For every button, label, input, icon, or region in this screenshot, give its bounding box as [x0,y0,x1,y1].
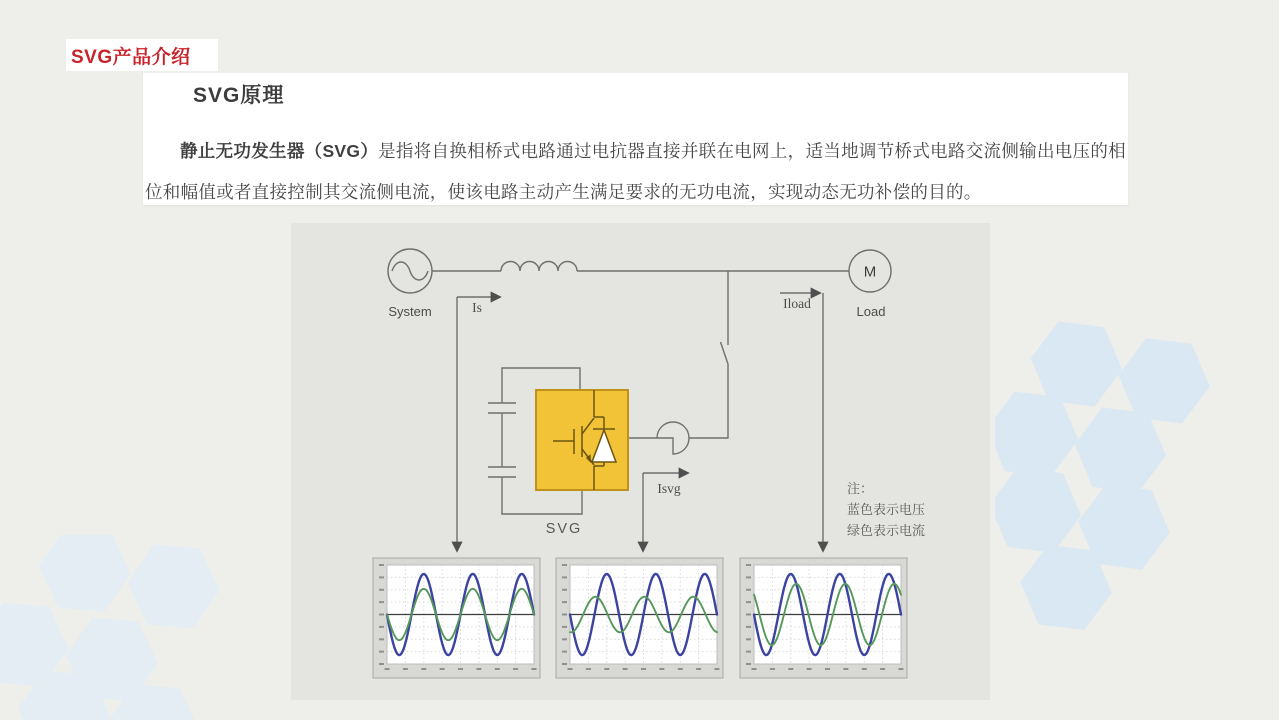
wire [689,364,728,438]
color-legend-note [847,478,925,541]
circuit-diagram [291,223,990,700]
system-label: System [388,304,432,319]
dc-capacitor-icon [488,403,516,413]
inductor-icon [501,262,577,272]
note-voltage: 蓝色表示电压 [847,502,926,517]
iload-label: Iload [783,296,811,311]
page-title: SVG原理 [193,84,285,107]
switch-icon [721,342,729,364]
coupling-transformer-icon [657,422,689,454]
load-label: Load [856,304,886,319]
converter-label: SVG [545,521,583,537]
intro-paragraph-lead: 静止无功发生器（SVG） [180,140,379,161]
circuit-diagram-panel [291,223,990,700]
slide-tag-label: SVG产品介绍 [71,46,191,68]
hexagon-decoration-left [0,535,240,720]
hexagon-decoration-right [995,318,1279,648]
slide-tag [66,39,218,71]
waveform-chart-svg [556,558,723,678]
ac-sine-icon [392,262,428,280]
waveform-chart-system [373,558,540,678]
svg-converter [536,390,628,490]
dc-capacitor-icon [488,467,516,477]
motor-letter: M [863,263,877,281]
note-current: 绿色表示电流 [847,523,926,538]
is-label: Is [472,300,482,315]
intro-paragraph-rest: 是指将自换相桥式电路通过电抗器直接并联在电网上，适当地调节桥式电路交流侧输出电压的相位和幅值或者直接控制其交流侧电流，使该电路主动产生满足要求的无功电流，实现动态无功补偿的目的。 [145,140,1126,202]
isvg-label: Isvg [657,481,681,496]
intro-paragraph [145,131,1126,213]
waveform-chart-load [740,558,907,678]
note-title: 注： [847,481,874,496]
title-band [143,73,1128,205]
